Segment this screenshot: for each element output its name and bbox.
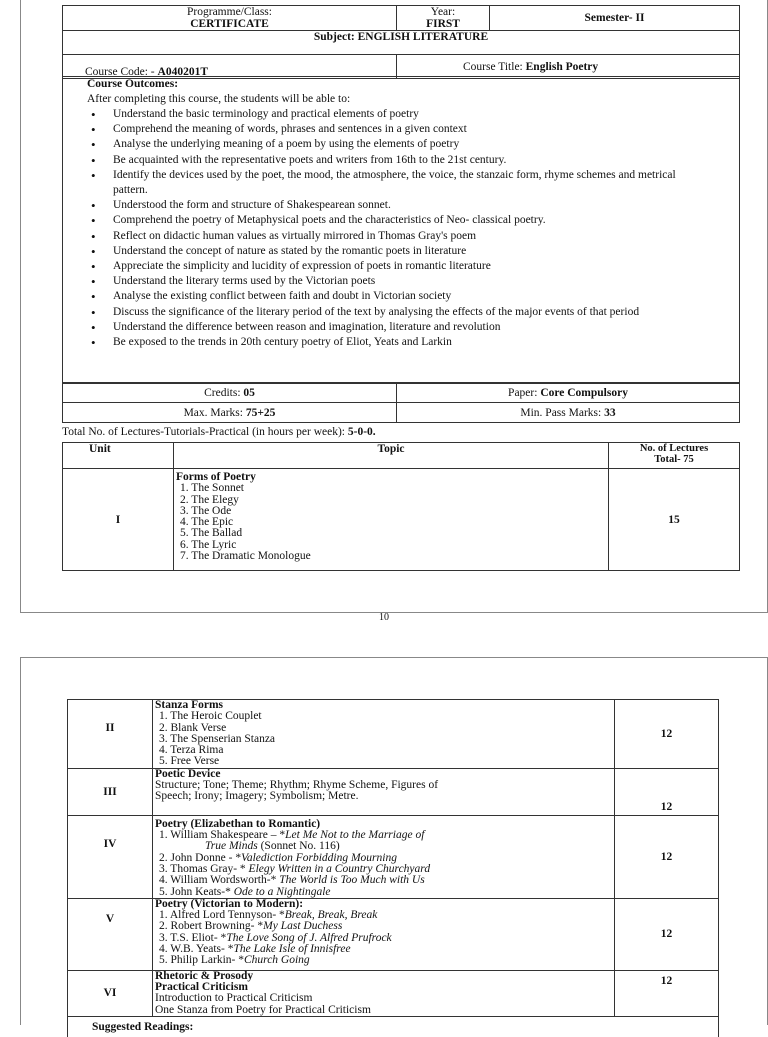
col-lectures-line2: Total- 75 [654, 454, 694, 465]
outcomes-heading: Course Outcomes: [87, 78, 179, 90]
unit-6-number: VI [68, 970, 153, 1016]
lectures-line [62, 426, 742, 438]
unit-2-lectures: 12 [615, 700, 719, 769]
unit-3-topic [153, 768, 615, 815]
programme-value: CERTIFICATE [190, 18, 269, 30]
unit-1-item: 6. The Lyric [180, 538, 237, 551]
unit-2-item: 1. The Heroic Couplet [159, 710, 262, 723]
unit-2-item: 4. Terza Rima [159, 744, 224, 757]
outcomes-intro: After completing this course, the students will be able to: [87, 93, 351, 105]
paper-label: Paper: [508, 386, 538, 399]
lectures-value: 5-0-0. [347, 426, 376, 438]
outcome-item: • Analyse the existing conflict between faith and doubt in Victorian society [87, 289, 687, 304]
unit-4-item-1-cont: True Minds (Sonnet No. 116) [205, 840, 340, 853]
unit-4-lectures: 12 [615, 815, 719, 898]
year-value: FIRST [426, 18, 460, 30]
unit-4-title: Poetry (Elizabethan to Romantic) [155, 817, 321, 830]
unit-2-list [155, 711, 614, 767]
unit-5-number: V [68, 898, 153, 970]
unit-3-lectures: 12 [615, 768, 719, 815]
outcomes-list [87, 107, 687, 350]
course-title-value: English Poetry [525, 60, 599, 73]
min-marks-value: 33 [604, 406, 616, 419]
col-lectures-line1: No. of Lectures [639, 443, 709, 454]
unit-1-item: 2. The Elegy [180, 493, 239, 506]
credits-label: Credits: [204, 386, 241, 399]
max-marks-label: Max. Marks: [183, 406, 243, 419]
suggested-readings-heading: Suggested Readings: [92, 1021, 194, 1033]
unit-5-item-1: 1. Alfred Lord Tennyson- *Break, Break, Break [159, 909, 378, 922]
outcome-item: • Understand the basic terminology and practical elements of poetry [87, 107, 687, 122]
unit-1-list [176, 483, 608, 562]
credits-cell [63, 383, 397, 403]
page-1 [20, 0, 768, 613]
outcome-item: • Understand the concept of nature as stated by the romantic poets in literature [87, 244, 687, 259]
programme-label: Programme/Class: [187, 6, 272, 18]
unit-2-topic [153, 700, 615, 769]
unit-1-item: 4. The Epic [180, 516, 234, 529]
unit-4-item-1: 1. William Shakespeare – *Let Me Not to the Marriage of [159, 829, 425, 842]
course-outcomes-box [62, 76, 740, 384]
outcome-item: • Reflect on didactic human values as virtually mirrored in Thomas Gray's poem [87, 229, 687, 244]
unit-1-item: 7. The Dramatic Monologue [180, 550, 311, 563]
unit-5-item-3: 3. T.S. Eliot- *The Love Song of J. Alfred Prufrock [159, 931, 392, 944]
course-title-label: Course Title: [463, 60, 523, 73]
unit-5-item-2: 2. Robert Browning- *My Last Duchess [159, 920, 343, 933]
unit-1-lectures: 15 [609, 469, 740, 571]
unit-4-item-4: 4. William Wordsworth-* The World is Too Much with Us [159, 874, 425, 887]
unit-4-number: IV [68, 815, 153, 898]
year-label: Year: [430, 6, 456, 18]
unit-2-number: II [68, 700, 153, 769]
col-unit: Unit [63, 443, 174, 469]
unit-6-line2: One Stanza from Poetry for Practical Criticism [155, 1003, 371, 1016]
unit-2-item: 2. Blank Verse [159, 721, 227, 734]
outcome-item: • Appreciate the simplicity and lucidity of expression of poets in romantic literature [87, 259, 687, 274]
outcome-item: • Be acquainted with the representative poets and writers from 16th to the 21st century. [87, 153, 687, 168]
unit-6-topic [153, 970, 615, 1016]
syllabus-table-1 [62, 442, 740, 571]
unit-6-line1: Introduction to Practical Criticism [155, 992, 313, 1005]
outcome-item: • Understand the literary terms used by the Victorian poets [87, 274, 687, 289]
unit-4-topic [153, 815, 615, 898]
outcome-item: • Understood the form and structure of Shakespearean sonnet. [87, 198, 687, 213]
credits-table [62, 382, 740, 423]
outcome-item: • Comprehend the poetry of Metaphysical poets and the characteristics of Neo- classical poetry. [87, 213, 687, 228]
unit-6-title-2: Practical Criticism [155, 981, 248, 994]
course-title-cell [397, 55, 740, 79]
unit-6-lectures: 12 [615, 970, 719, 1016]
course-header-table [62, 5, 740, 79]
credits-value: 05 [243, 386, 255, 399]
unit-6-title-1: Rhetoric & Prosody [155, 969, 254, 982]
course-code-value: A040201T [157, 66, 208, 78]
unit-1-item: 3. The Ode [180, 504, 232, 517]
min-marks-label: Min. Pass Marks: [520, 406, 602, 419]
lectures-label: Total No. of Lectures-Tutorials-Practical (in hours per week): [62, 426, 345, 438]
unit-4-item-2: 2. John Donne - *Valediction Forbidding Mourning [159, 851, 397, 864]
syllabus-table-2 [67, 699, 719, 1017]
outcome-item: • Identify the devices used by the poet, the mood, the atmosphere, the voice, the stanzaic form, rhyme schemes and metrical pattern. [87, 168, 687, 198]
min-marks-cell [397, 403, 740, 423]
unit-5-item-4: 4. W.B. Yeats- *The Lake Isle of Innisfree [159, 943, 351, 956]
unit-2-title: Stanza Forms [155, 699, 224, 711]
unit-1-item: 5. The Ballad [180, 527, 243, 540]
unit-3-title: Poetic Device [155, 767, 221, 780]
unit-5-item-5: 5. Philip Larkin- *Church Going [159, 954, 310, 967]
paper-value: Core Compulsory [540, 386, 628, 399]
max-marks-value: 75+25 [245, 406, 276, 419]
col-lectures [609, 443, 740, 469]
outcome-item: • Comprehend the meaning of words, phrases and sentences in a given context [87, 122, 687, 137]
paper-cell [397, 383, 740, 403]
unit-1-topic [174, 469, 609, 571]
outcome-item: • Discuss the significance of the literary period of the text by analysing the effects of the major events of that period [87, 305, 687, 320]
page-2 [20, 657, 768, 1033]
unit-1-item: 1. The Sonnet [180, 482, 244, 495]
unit-5-title: Poetry (Victorian to Modern): [155, 897, 304, 910]
unit-3-number: III [68, 768, 153, 815]
year-cell [397, 6, 490, 31]
subject-cell: Subject: ENGLISH LITERATURE [63, 31, 740, 55]
unit-2-item: 5. Free Verse [159, 755, 220, 768]
unit-5-topic [153, 898, 615, 970]
unit-3-line1: Structure; Tone; Theme; Rhythm; Rhyme Scheme, Figures of [155, 779, 439, 792]
page-number: 10 [379, 612, 389, 623]
outcome-item: • Analyse the underlying meaning of a poem by using the elements of poetry [87, 137, 687, 152]
unit-4-item-3: 3. Thomas Gray- * Elegy Written in a Country Churchyard [159, 862, 431, 875]
unit-4-item-5: 5. John Keats-* Ode to a Nightingale [159, 885, 331, 898]
semester-cell: Semester- II [490, 6, 740, 31]
outcome-item: • Be exposed to the trends in 20th century poetry of Eliot, Yeats and Larkin [87, 335, 687, 350]
unit-2-item: 3. The Spenserian Stanza [159, 732, 276, 745]
suggested-readings-box [67, 1016, 719, 1037]
col-topic: Topic [174, 443, 609, 469]
programme-cell [63, 6, 397, 31]
unit-3-line2: Speech; Irony; Imagery; Symbolism; Metre. [155, 790, 359, 803]
unit-1-title: Forms of Poetry [176, 471, 256, 483]
unit-5-lectures: 12 [615, 898, 719, 970]
course-code-cell [63, 55, 397, 79]
course-code-label: Course Code: - [85, 66, 155, 78]
max-marks-cell [63, 403, 397, 423]
unit-1-number: I [63, 469, 174, 571]
outcome-item: • Understand the difference between reason and imagination, literature and revolution [87, 320, 687, 335]
